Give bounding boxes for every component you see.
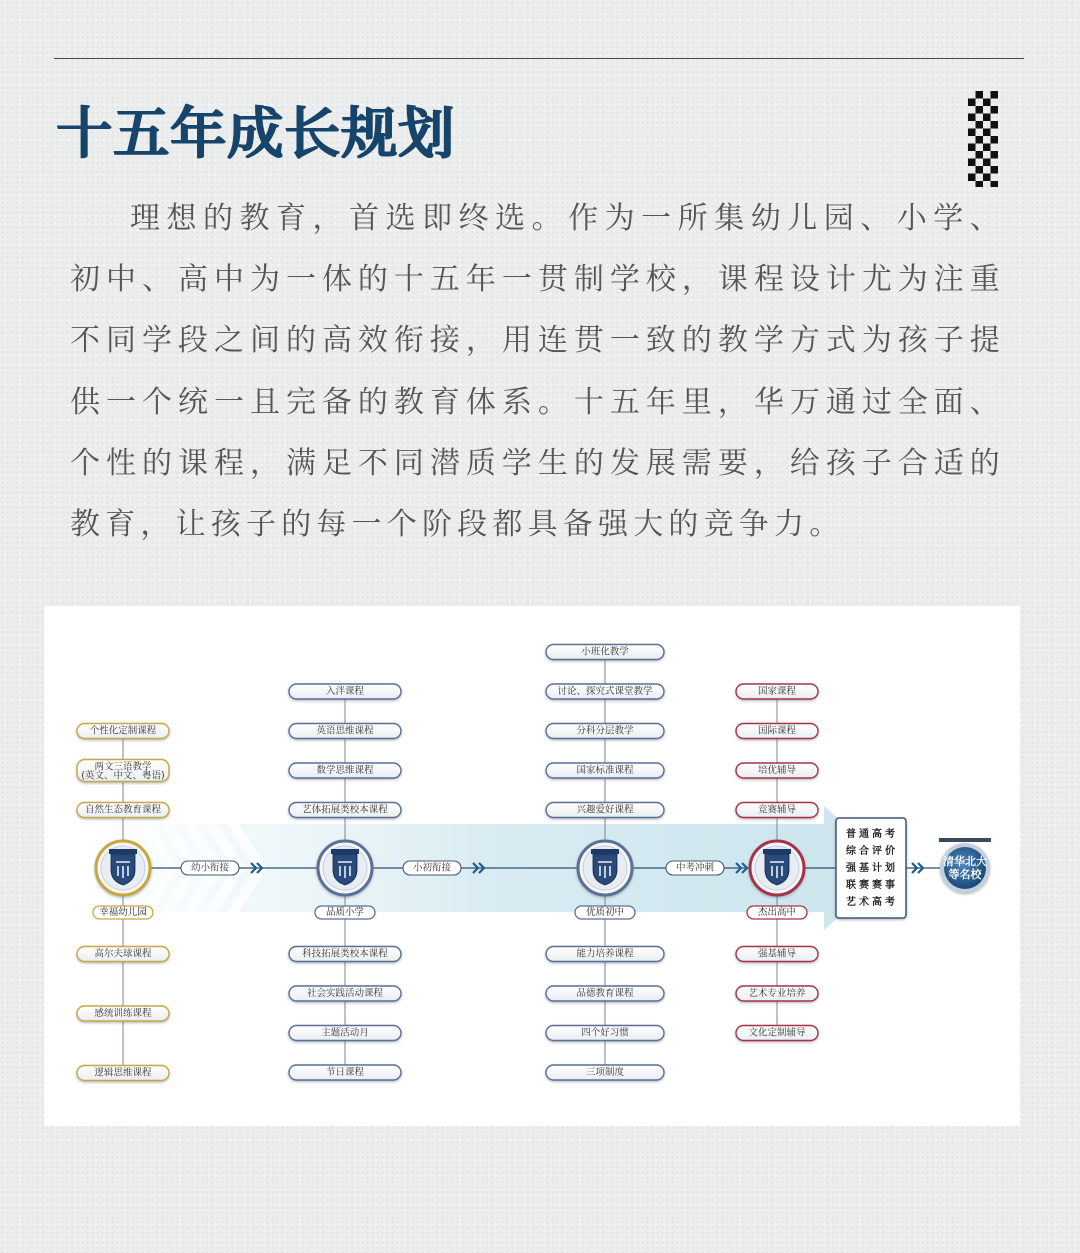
badge-cap	[939, 838, 991, 842]
shield-banner	[331, 849, 359, 854]
pill-label: 英语思维课程	[316, 725, 374, 737]
diagram-canvas	[44, 606, 1020, 1126]
pill-label: 竞赛辅导	[757, 804, 797, 816]
school-emblem	[318, 841, 372, 895]
course-pill	[289, 724, 401, 739]
shield-banner	[763, 849, 791, 854]
course-pill	[289, 947, 401, 962]
course-pill	[546, 645, 664, 660]
course-pill	[736, 763, 818, 778]
connector-label: 小初衔接	[412, 862, 452, 874]
stage-name-pill	[575, 906, 635, 919]
pill-label: 品德教育课程	[576, 988, 634, 999]
growth-plan-diagram	[44, 606, 1020, 1126]
course-pill	[289, 763, 401, 778]
stage-name-label: 品质小学	[325, 907, 365, 918]
pill-sublabel: (英文、中文、粤语)	[81, 770, 165, 782]
course-pill	[736, 684, 818, 699]
stage-name-pill	[93, 906, 153, 919]
pathway-label: 普通高考	[846, 829, 898, 840]
pill-label: 高尔夫球课程	[94, 948, 152, 960]
pill-label: 逻辑思维课程	[94, 1067, 152, 1079]
course-pill	[546, 947, 664, 962]
course-pill	[77, 760, 169, 782]
pill-label: 分科分层教学	[576, 725, 634, 737]
pill-label: 科技拓展类校本课程	[302, 948, 388, 960]
pill-label: 感统训练课程	[94, 1008, 152, 1019]
pill-label: 讨论、探究式课堂教学	[557, 686, 653, 697]
pill-label: 四个好习惯	[581, 1027, 629, 1039]
course-pill	[546, 1065, 664, 1080]
pill-label: 艺体拓展类校本课程	[302, 804, 388, 816]
pill-label: 兴趣爱好课程	[576, 804, 634, 816]
intro-paragraph: 理想的教育，首选即终选。作为一所集幼儿园、小学、初中、高中为一体的十五年一贯制学校，课程设计尤为注重不同学段之间的高效衔接，用连贯一致的教学方式为孩子提供一个统一且完备的教育体系。十五年里，华万通过全面、个性的课程，满足不同潜质学生的发展需要，给孩子合适的教育，让孩子的每一个阶段都具备强大的竞争力。	[70, 201, 1005, 543]
checker-decoration	[968, 91, 998, 187]
pill-label: 自然生态教育课程	[84, 804, 162, 816]
pathway-label: 联赛赛事	[846, 880, 898, 891]
pill-label: 小班化教学	[581, 646, 629, 658]
stage-name-pill	[747, 906, 807, 919]
pill-label: 节日课程	[325, 1067, 365, 1078]
pill-label: 主题活动月	[321, 1027, 369, 1039]
course-pill	[736, 724, 818, 739]
course-pill	[546, 803, 664, 818]
course-pill	[77, 1006, 169, 1021]
stage-name-pill	[315, 906, 375, 919]
connector-label: 幼小衔接	[190, 862, 230, 874]
pill-label: 艺术专业培养	[748, 988, 806, 999]
stage-name-label: 幸福幼儿园	[99, 907, 147, 918]
course-pill	[736, 803, 818, 818]
course-pill	[77, 947, 169, 962]
course-pill	[289, 684, 401, 699]
shield-banner	[591, 849, 619, 854]
school-emblem	[750, 841, 804, 895]
pathway-label: 艺术高考	[846, 897, 898, 908]
connector-label: 中考冲刺	[675, 862, 715, 874]
destination-badge	[939, 838, 991, 893]
course-pill	[77, 803, 169, 818]
pathway-label: 综合评价	[846, 846, 898, 857]
pill-label: 个性化定制课程	[89, 725, 157, 737]
pill-label: 强基辅导	[757, 948, 797, 960]
course-pill	[546, 1026, 664, 1041]
stage-name-label: 优质初中	[585, 907, 625, 918]
pill-label: 数学思维课程	[316, 765, 374, 776]
pill-label: 三项制度	[585, 1067, 625, 1078]
course-pill	[77, 1066, 169, 1081]
course-pill	[289, 1065, 401, 1080]
pathways-box	[836, 818, 906, 918]
course-pill	[546, 986, 664, 1001]
course-pill	[289, 1026, 401, 1041]
pathway-label: 强基计划	[846, 863, 898, 874]
shield-banner	[109, 849, 137, 854]
pill-label: 文化定制辅导	[748, 1027, 806, 1039]
pill-label: 能力培养课程	[576, 948, 634, 960]
pill-label: 培优辅导	[757, 765, 797, 776]
destination-line-1: 清华北大	[943, 855, 987, 868]
pill-label: 国家标准课程	[576, 765, 634, 776]
pill-label: 入泮课程	[325, 686, 365, 697]
school-emblem	[578, 841, 632, 895]
course-pill	[546, 763, 664, 778]
course-pill	[546, 684, 664, 699]
destination-line-2: 等名校	[948, 868, 982, 881]
pill-label: 社会实践活动课程	[306, 988, 384, 999]
school-emblem	[96, 841, 150, 895]
course-pill	[289, 803, 401, 818]
course-pill	[736, 947, 818, 962]
course-pill	[289, 986, 401, 1001]
top-rule	[54, 58, 1024, 59]
stage-name-label: 杰出高中	[757, 907, 797, 918]
course-pill	[736, 986, 818, 1001]
pill-label: 国家课程	[757, 686, 797, 697]
course-pill	[546, 724, 664, 739]
pill-label: 国际课程	[757, 725, 797, 737]
pill-label: 两文三语教学	[94, 761, 152, 773]
course-pill	[77, 724, 169, 739]
page-title: 十五年成长规划	[56, 102, 455, 167]
course-pill	[736, 1026, 818, 1041]
